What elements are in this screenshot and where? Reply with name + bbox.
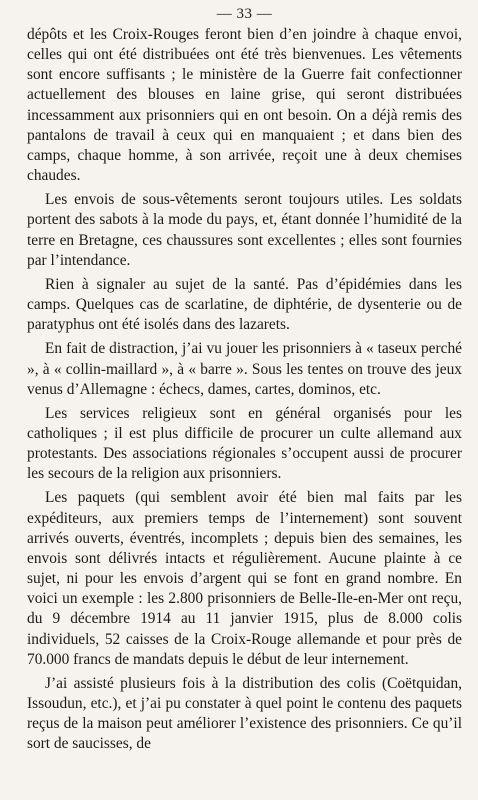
paragraph-distribution: J’ai assisté plusieurs fois à la distribution des colis (Coëtquidan, Issoudun, etc.), et j’ai pu constater à quel point le contenu des paquets reçus de la maison peut améliorer l’existence des prisonniers. Ce qu’il sort de saucisses, de	[27, 674, 462, 753]
paragraph-underwear: Les envois de sous-vêtements seront toujours utiles. Les soldats portent des sabots à la mode du pays, et, étant donnée l’humidité de la terre en Bretagne, ces chaussures sont excellentes ; elles sont fournies par l’intendance.	[27, 191, 462, 269]
paragraph-distraction: En fait de distraction, j’ai vu jouer les prisonniers à « taseux perché », à « collin-maillard », à « barre ». Sous les tentes on trouve des jeux venus d’Allemagne : échecs, dames, cartes, dominos, etc.	[27, 340, 462, 398]
body-text	[27, 25, 462, 754]
paragraph-religious-services: Les services religieux sont en général organisés pour les catholiques ; il est plus difficile de procurer un culte allemand aux protestants. Des associations régionales s’occupent aussi de procurer les secours de la religion aux prisonniers.	[27, 404, 462, 483]
paragraph-health: Rien à signaler au sujet de la santé. Pas d’épidémies dans les camps. Quelques cas de scarlatine, de diphtérie, de dysenterie ou de paratyphus ont été isolés dans des lazarets.	[27, 275, 462, 334]
paragraph-clothing: dépôts et les Croix-Rouges feront bien d’en joindre à chaque envoi, celles qui ont été distribuées ont été très bienvenues. Les vêtements sont encore suffisants ; le ministère de la Guerre fait confectionner actuellement des blouses en laine grise, qui seront distribuées incessamment aux prisonniers qui en ont besoin. On a déjà remis des pantalons de travail à ceux qui en manquaient ; et dans bien des camps, chaque homme, à son arrivée, reçoit une à deux chemises chaudes.	[27, 26, 462, 185]
page-number: — 33 —	[216, 6, 273, 22]
paragraph-parcels: Les paquets (qui semblent avoir été bien mal faits par les expéditeurs, aux premiers temps de l’internement) sont souvent arrivés ouverts, éventrés, incomplets ; depuis bien des semaines, les envois sont délivrés intacts et régulièrement. Aucune plainte à ce sujet, ni pour les envois d’argent qui se font en grand nombre. En voici un exemple : les 2.800 prisonniers de Belle-Ile-en-Mer ont reçu, du 9 décembre 1914 au 11 janvier 1915, plus de 8.000 colis individuels, 52 caisses de la Croix-Rouge allemande et pour près de 70.000 francs de mandats depuis le début de leur internement.	[27, 489, 462, 668]
